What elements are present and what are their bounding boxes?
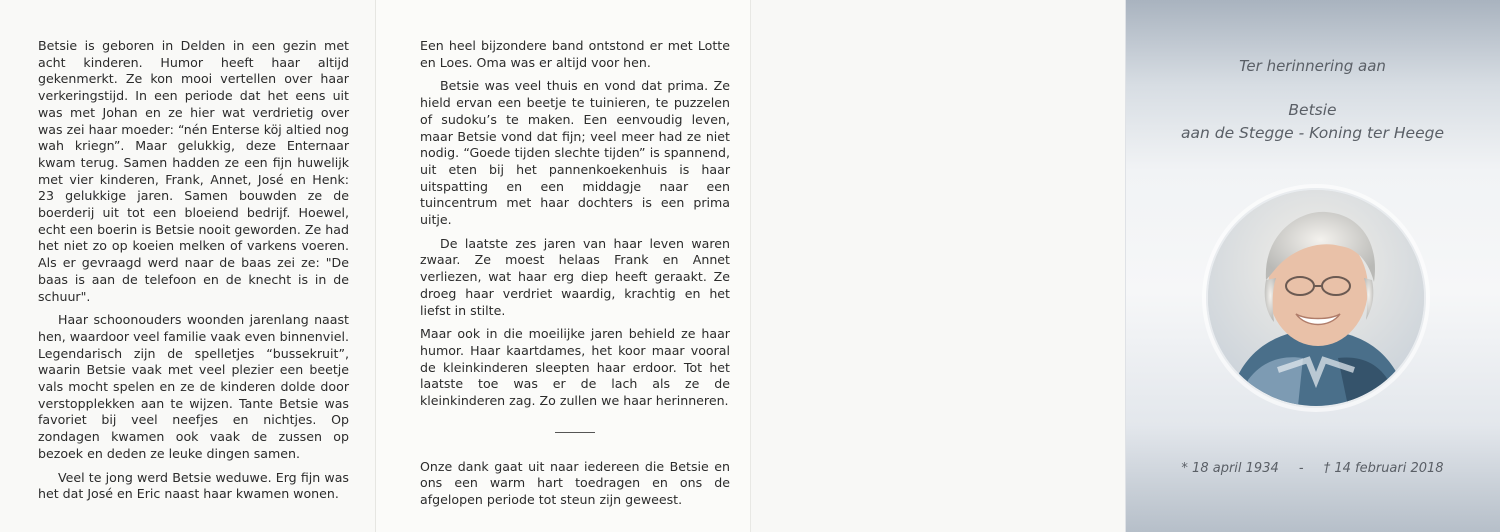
full-name: aan de Stegge - Koning ter Heege [1181,124,1444,142]
middle-text-column [420,38,730,516]
death-date: † 14 februari 2018 [1323,461,1444,476]
paragraph: Haar schoonouders woonden jarenlang naast hen, waardoor veel familie vaak even binnenviel. Legendarisch zijn de spelletjes “bussekruit”, waarin Betsie vaak met veel plezier een beetje vals mocht spelen en ze de kinderen dolde door verstopplekken aan te wijzen. Tante Betsie was favoriet bij veel neefjes en nichtjes. Op zondagen kwamen ook vaak de zussen op bezoek en deden ze leuke dingen samen. [38,312,349,461]
blank-panel [750,0,1125,532]
birth-date: * 18 april 1934 [1181,461,1279,476]
divider [555,432,595,433]
life-dates [1125,461,1500,476]
memorial-heading: Ter herinnering aan [1239,57,1386,75]
paragraph: Maar ook in die moeilijke jaren behield ze haar humor. Haar kaartdames, het koor maar vooral de kleinkinderen sleepten haar erdoor. Tot het laatste toe was er de lach als ze de kleinkinderen zag. Zo zullen we haar herinneren. [420,326,730,409]
paragraph: Een heel bijzondere band ontstond er met Lotte en Loes. Oma was er altijd voor hen. [420,38,730,70]
left-text-column [38,38,349,510]
paragraph: Veel te jong werd Betsie weduwe. Erg fijn was het dat José en Eric naast haar kwamen wonen. [38,469,349,502]
paragraph: De laatste zes jaren van haar leven waren zwaar. Ze moest helaas Frank en Annet verliezen, wat haar erg diep heeft geraakt. Ze droeg haar verdriet waardig, krachtig en het liefst in stilte. [420,235,730,318]
date-separator: - [1298,461,1304,476]
first-name: Betsie [1288,101,1337,119]
thanks-paragraph: Onze dank gaat uit naar iedereen die Betsie en ons een warm hart toedragen en ons de afgelopen periode tot steun zijn geweest. [420,458,730,508]
paragraph: Betsie was veel thuis en vond dat prima. Ze hield ervan een beetje te tuinieren, te puzzelen of sudoku’s te maken. Een eenvoudig leven, maar Betsie vond dat fijn; veel meer had ze niet nodig. “Goede tijden slechte tijden” is spannend, uit eten bij het pannenkoekenhuis is haar uitspatting en een middagje naar een tuincentrum met haar dochters is een prima uitje. [420,78,730,228]
portrait-photo-icon [1206,188,1426,408]
memorial-name [1125,99,1500,145]
paragraph: Betsie is geboren in Delden in een gezin met acht kinderen. Humor heeft haar altijd gekenmerkt. Ze kon mooi vertellen over haar verkeringstijd. In een periode dat het eens uit was met Johan en ze hier wat verdrietig over was zei haar moeder: “nén Enterse köj altied nog wah kriegn”. Maar gelukkig, deze Enternaar kwam terug. Samen hadden ze een fijn huwelijk met vier kinderen, Frank, Annet, José en Henk: 23 gelukkige jaren. Samen bouwden ze de boerderij uit tot een bloeiend bedrijf. Hoewel, echt een boerin is Betsie nooit geworden. Ze had het niet zo op koeien melken of varkens voeren. Als er gevraagd werd naar de baas zei ze: "De baas is aan de telefoon en de knecht is in de schuur". [38,38,349,304]
